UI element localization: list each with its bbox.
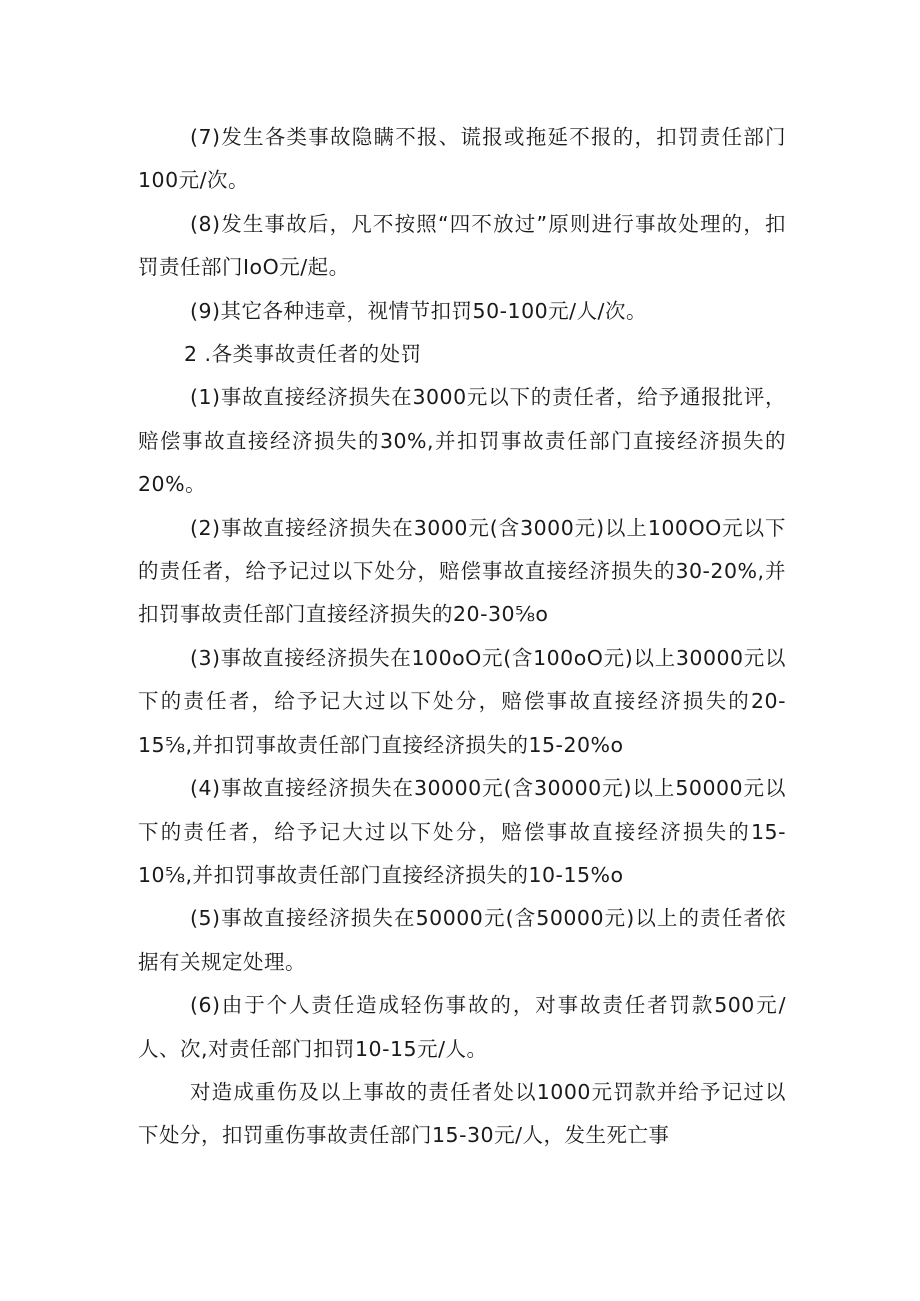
paragraph-penalty-6: (6)由于个人责任造成轻伤事故的，对事故责任者罚款500元/人、次,对责任部门扣罚10-15元/人。 [138, 993, 786, 1061]
paragraph-penalty-4: (4)事故直接经济损失在30000元(含30000元)以上50000元以下的责任者，给予记大过以下处分，赔偿事故直接经济损失的15-10⅝,并扣罚事故责任部门直接经济损失的10-15%o [138, 776, 786, 887]
paragraph-serious-injury: 对造成重伤及以上事故的责任者处以1000元罚款并给予记过以下处分，扣罚重伤事故责任部门15-30元/人，发生死亡事 [138, 1079, 786, 1148]
paragraph-penalty-1: (1)事故直接经济损失在3000元以下的责任者，给予通报批评，赔偿事故直接经济损失的30%,并扣罚事故责任部门直接经济损失的20%。 [138, 385, 786, 497]
paragraph-item-9: (9)其它各种违章，视情节扣罚50-100元/人/次。 [190, 298, 647, 323]
paragraph-penalty-2: (2)事故直接经济损失在3000元(含3000元)以上100OO元以下的责任者，给予记过以下处分，赔偿事故直接经济损失的30-20%,并扣罚事故责任部门直接经济损失的20-30⅝o [138, 515, 786, 627]
document-body [138, 116, 786, 1158]
paragraph-penalty-3: (3)事故直接经济损失在100oO元(含100oO元)以上30000元以下的责任者，给予记大过以下处分，赔偿事故直接经济损失的20-15⅝,并扣罚事故责任部门直接经济损失的15-20%o [138, 645, 786, 757]
paragraph-item-7: (7)发生各类事故隐瞒不报、谎报或拖延不报的，扣罚责任部门100元/次。 [138, 125, 786, 193]
section-heading: 2 .各类事故责任者的处罚 [184, 342, 422, 367]
paragraph-penalty-5: (5)事故直接经济损失在50000元(含50000元)以上的责任者依据有关规定处理。 [138, 906, 786, 974]
paragraph-item-8: (8)发生事故后，凡不按照“四不放过”原则进行事故处理的，扣罚责任部门IoO元/起。 [138, 211, 786, 280]
